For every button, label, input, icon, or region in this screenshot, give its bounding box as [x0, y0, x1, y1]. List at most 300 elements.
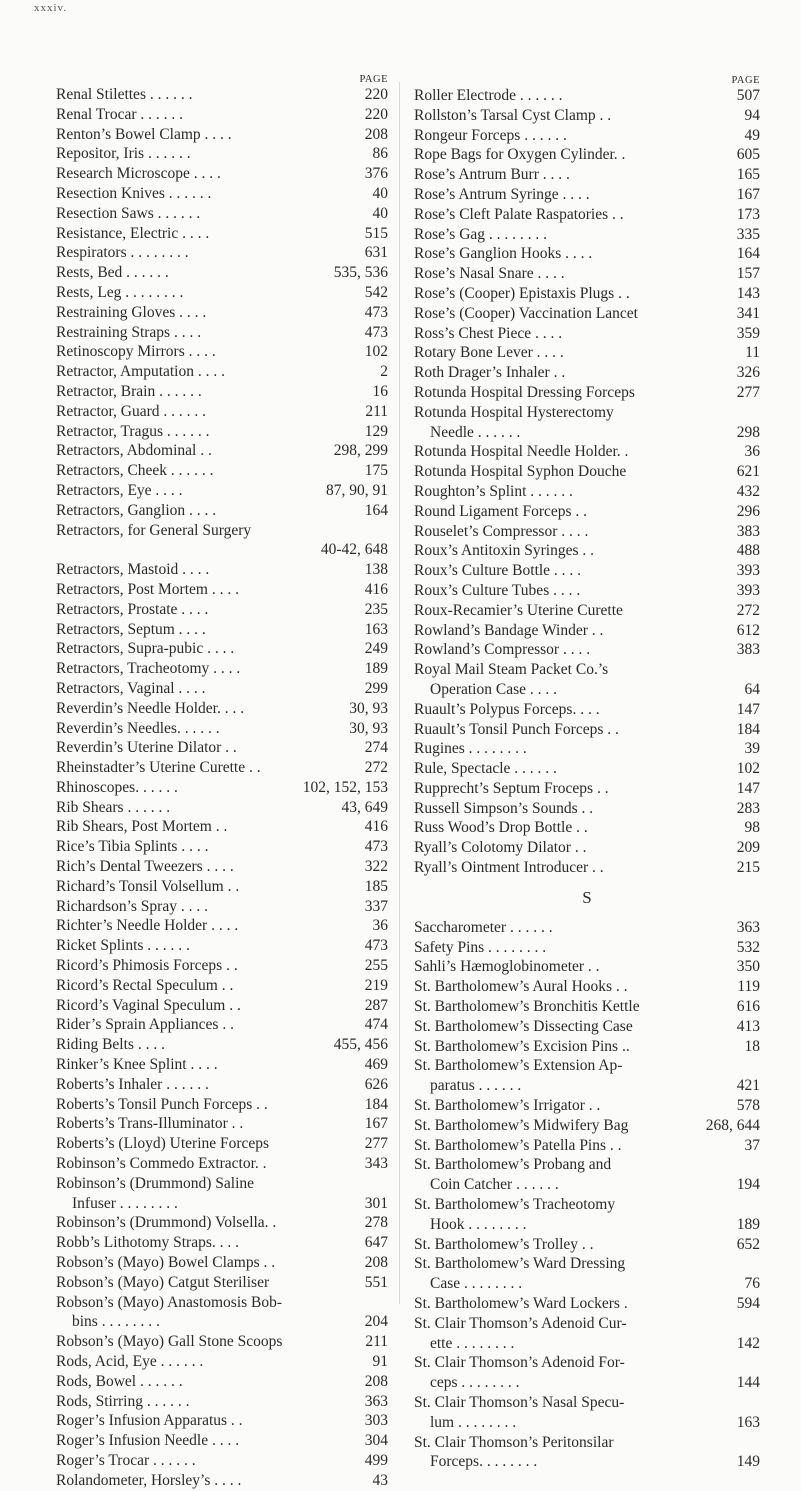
index-entry — [56, 580, 388, 600]
section-letter-heading: S — [582, 887, 592, 907]
entry-name: St. Bartholomew’s Excision Pins .. — [414, 1037, 630, 1055]
index-entry — [56, 1134, 388, 1154]
entry-name: Retractors, Vaginal . . . . — [56, 679, 206, 697]
entry-name: Reverdin’s Uterine Dilator . . — [56, 739, 237, 757]
index-entry — [414, 1096, 760, 1116]
index-entry — [414, 86, 760, 106]
entry-name: Renal Stilettes . . . . . . — [56, 86, 193, 103]
index-entry — [56, 1035, 388, 1055]
index-entry — [414, 918, 760, 938]
index-entry — [414, 1393, 760, 1413]
entry-page-numbers: 277 — [364, 1135, 388, 1153]
index-entry — [56, 422, 388, 442]
entry-name: Rule, Spectacle . . . . . . — [414, 760, 557, 778]
entry-name: Rope Bags for Oxygen Cylinder. . — [414, 146, 626, 164]
entry-page-numbers: 335 — [736, 225, 760, 243]
entry-name: Coin Catcher . . . . . . — [430, 1176, 559, 1194]
entry-page-numbers: 40 — [372, 184, 388, 202]
entry-name: Renal Trocar . . . . . . — [56, 105, 184, 123]
entry-name: Rowland’s Bandage Winder . . — [414, 621, 604, 639]
entry-page-numbers: 298, 299 — [333, 442, 388, 460]
index-entry — [56, 996, 388, 1016]
index-entry — [414, 799, 760, 819]
index-entry — [414, 185, 760, 205]
entry-name: Retractors, Eye . . . . — [56, 481, 183, 499]
entry-name: Rotunda Hospital Dressing Forceps — [414, 383, 635, 401]
entry-name: Roger’s Trocar . . . . . . — [56, 1451, 196, 1469]
entry-page-numbers: 535, 536 — [333, 264, 388, 282]
entry-name: Roux-Recamier’s Uterine Curette — [414, 601, 623, 619]
index-entry — [414, 601, 760, 621]
index-entry — [414, 660, 760, 680]
entry-page-numbers: 163 — [364, 620, 388, 638]
entry-name: St. Clair Thomson’s Peritonsilar — [414, 1433, 614, 1451]
entry-page-numbers: 147 — [736, 779, 760, 797]
entry-page-numbers: 296 — [736, 502, 760, 520]
entry-name: Rolandometer, Horsley’s . . . . — [56, 1471, 242, 1489]
entry-name: Operation Case . . . . — [430, 680, 557, 698]
index-entry — [56, 719, 388, 739]
entry-page-numbers: 416 — [364, 818, 388, 836]
index-entry — [414, 1373, 760, 1393]
entry-name: Richard’s Tonsil Volsellum . . — [56, 877, 240, 895]
entry-page-numbers: 413 — [736, 1017, 760, 1035]
entry-page-numbers: 499 — [364, 1451, 388, 1469]
index-entry — [414, 1353, 760, 1373]
index-entry — [56, 125, 388, 145]
entry-page-numbers: 343 — [364, 1155, 388, 1173]
index-entry — [56, 1075, 388, 1095]
entry-name: St. Bartholomew’s Dissecting Case — [414, 1017, 633, 1035]
index-entry — [414, 343, 760, 363]
entry-name: Rongeur Forceps . . . . . . — [414, 126, 567, 144]
entry-page-numbers: 173 — [736, 205, 760, 223]
entry-page-numbers: 16 — [372, 382, 388, 400]
entry-name: Rotary Bone Lever . . . . — [414, 344, 564, 362]
index-entry — [56, 362, 388, 382]
entry-name: Ryall’s Colotomy Dilator . . — [414, 839, 587, 857]
index-entry — [56, 1213, 388, 1233]
index-entry — [414, 739, 760, 759]
page-number: xxxiv. — [34, 2, 68, 14]
index-entry — [414, 106, 760, 126]
entry-name: Roberts’s Trans-Illuminator . . — [56, 1115, 244, 1133]
index-entry — [56, 1332, 388, 1352]
entry-page-numbers: 36 — [372, 917, 388, 935]
entry-name: Rose’s Gag . . . . . . . . — [414, 225, 548, 243]
entry-name: Robinson’s (Drummond) Volsella. . — [56, 1214, 277, 1232]
entry-page-numbers: 164 — [736, 245, 760, 263]
entry-name: Rests, Bed . . . . . . — [56, 264, 169, 282]
index-entry — [56, 620, 388, 640]
index-entry — [414, 363, 760, 383]
entry-name: Retractors, Ganglion . . . . — [56, 501, 217, 519]
entry-page-numbers: 277 — [736, 383, 760, 401]
entry-page-numbers: 393 — [736, 581, 760, 599]
entry-page-numbers: 298 — [736, 423, 760, 441]
entry-name: Roller Electrode . . . . . . — [414, 87, 563, 104]
entry-name: Retractor, Guard . . . . . . — [56, 402, 207, 420]
entry-name: Robinson’s (Drummond) Saline — [56, 1174, 255, 1192]
entry-page-numbers: 209 — [736, 839, 760, 857]
entry-page-numbers: 474 — [364, 1016, 388, 1034]
entry-page-numbers: 144 — [736, 1374, 760, 1392]
entry-page-numbers: 616 — [736, 998, 760, 1016]
index-entry — [414, 284, 760, 304]
entry-page-numbers: 301 — [364, 1194, 388, 1212]
entry-name: Rods, Bowel . . . . . . — [56, 1372, 183, 1390]
entry-name: Rose’s Cleft Palate Raspatories . . — [414, 205, 624, 223]
index-entry — [414, 126, 760, 146]
index-entry — [414, 1254, 760, 1274]
entry-name: Robinson’s Commedo Extractor. . — [56, 1155, 267, 1173]
right-entry-list — [414, 86, 760, 1472]
index-entry — [56, 600, 388, 620]
entry-name: Rotunda Hospital Hysterectomy — [414, 403, 614, 421]
index-entry — [56, 461, 388, 481]
entry-name: Robson’s (Mayo) Anastomosis Bob- — [56, 1293, 283, 1311]
entry-page-numbers: 98 — [744, 819, 760, 837]
index-entry — [56, 263, 388, 283]
index-entry — [414, 541, 760, 561]
entry-name: Robson’s (Mayo) Catgut Steriliser — [56, 1273, 270, 1291]
entry-name: Case . . . . . . . . — [430, 1275, 523, 1293]
index-entry — [414, 304, 760, 324]
index-entry — [56, 758, 388, 778]
entry-page-numbers: 184 — [736, 720, 760, 738]
index-entry — [56, 936, 388, 956]
index-entry — [414, 442, 760, 462]
entry-page-numbers: 102, 152, 153 — [302, 778, 388, 796]
entry-name: Roux’s Culture Tubes . . . . — [414, 581, 581, 599]
entry-name: Retractor, Amputation . . . . — [56, 363, 225, 381]
index-entry — [414, 1215, 760, 1235]
entry-name: Roux’s Culture Bottle . . . . — [414, 562, 582, 580]
entry-page-numbers: 337 — [364, 897, 388, 915]
index-entry — [414, 165, 760, 185]
index-entry — [56, 382, 388, 402]
index-entry — [56, 1293, 388, 1313]
entry-name: St. Bartholomew’s Ward Lockers . — [414, 1295, 628, 1313]
entry-page-numbers: 473 — [364, 303, 388, 321]
entry-name: Rose’s (Cooper) Epistaxis Plugs . . — [414, 284, 630, 302]
index-entry — [56, 659, 388, 679]
entry-page-numbers: 194 — [736, 1176, 760, 1194]
index-entry — [56, 105, 388, 125]
entry-page-numbers: 204 — [364, 1313, 388, 1331]
entry-page-numbers: 612 — [736, 621, 760, 639]
index-entry — [56, 897, 388, 917]
index-entry — [56, 798, 388, 818]
entry-page-numbers: 359 — [736, 324, 760, 342]
entry-name: Infuser . . . . . . . . — [72, 1194, 178, 1212]
entry-page-numbers: 631 — [364, 244, 388, 262]
entry-name: St. Bartholomew’s Extension Ap- — [414, 1057, 623, 1075]
entry-name: Rouselet’s Compressor . . . . — [414, 522, 589, 540]
index-entry — [414, 244, 760, 264]
index-entry — [56, 1055, 388, 1075]
entry-name: Rugines . . . . . . . . — [414, 740, 527, 758]
entry-page-numbers: 326 — [736, 364, 760, 382]
index-entry — [414, 1433, 760, 1453]
entry-name: Rider’s Sprain Appliances . . — [56, 1016, 234, 1034]
entry-page-numbers: 40-42, 648 — [320, 541, 388, 559]
entry-name: St. Bartholomew’s Midwifery Bag — [414, 1116, 629, 1134]
index-entry — [414, 482, 760, 502]
entry-name: Rose’s Ganglion Hooks . . . . — [414, 245, 593, 263]
entry-page-numbers: 211 — [365, 1333, 388, 1351]
index-entry — [414, 1235, 760, 1255]
entry-name: Needle . . . . . . — [430, 423, 521, 441]
index-entry — [414, 818, 760, 838]
entry-page-numbers: 376 — [364, 165, 388, 183]
entry-name: Retractors, Mastoid . . . . — [56, 561, 210, 579]
entry-page-numbers: 208 — [364, 1254, 388, 1272]
entry-name: St. Bartholomew’s Tracheotomy — [414, 1196, 616, 1214]
index-entry — [56, 540, 388, 560]
entry-name: Robson’s (Mayo) Bowel Clamps . . — [56, 1254, 276, 1272]
index-entry — [414, 1155, 760, 1175]
index-entry — [414, 264, 760, 284]
entry-page-numbers: 594 — [736, 1295, 760, 1313]
entry-name: Renton’s Bowel Clamp . . . . — [56, 125, 232, 143]
entry-page-numbers: 235 — [364, 600, 388, 618]
entry-page-numbers: 30, 93 — [349, 719, 388, 737]
entry-name: Russell Simpson’s Sounds . . — [414, 799, 594, 817]
index-entry — [56, 1233, 388, 1253]
entry-page-numbers: 220 — [364, 105, 388, 123]
entry-page-numbers: 129 — [364, 422, 388, 440]
index-entry — [56, 817, 388, 837]
entry-name: lum . . . . . . . . — [430, 1413, 517, 1431]
entry-name: Roughton’s Splint . . . . . . — [414, 482, 573, 500]
entry-name: Rods, Stirring . . . . . . — [56, 1392, 190, 1410]
entry-name: Retractors, for General Surgery — [56, 521, 252, 539]
entry-page-numbers: 626 — [364, 1075, 388, 1093]
entry-name: Robson’s (Mayo) Gall Stone Scoops — [56, 1333, 283, 1351]
index-entry — [414, 1056, 760, 1076]
index-entry — [56, 1471, 388, 1491]
entry-name: St. Bartholomew’s Bronchitis Kettle — [414, 998, 640, 1016]
entry-page-numbers: 363 — [736, 918, 760, 936]
index-entry — [414, 997, 760, 1017]
index-entry — [56, 481, 388, 501]
entry-page-numbers: 393 — [736, 562, 760, 580]
index-entry — [414, 1175, 760, 1195]
entry-page-numbers: 473 — [364, 838, 388, 856]
entry-name: Rib Shears, Post Mortem . . — [56, 818, 228, 836]
entry-page-numbers: 272 — [736, 601, 760, 619]
entry-name: Roger’s Infusion Apparatus . . — [56, 1412, 243, 1430]
entry-page-numbers: 64 — [744, 680, 760, 698]
index-entry — [56, 402, 388, 422]
entry-name: Rinker’s Knee Splint . . . . — [56, 1056, 218, 1074]
entry-name: ette . . . . . . . . — [430, 1334, 515, 1352]
entry-page-numbers: 274 — [364, 739, 388, 757]
index-entry — [56, 679, 388, 699]
index-entry — [56, 639, 388, 659]
entry-name: Round Ligament Forceps . . — [414, 502, 588, 520]
entry-name: St. Clair Thomson’s Nasal Specu- — [414, 1394, 625, 1411]
entry-name: Ricord’s Phimosis Forceps . . — [56, 957, 238, 975]
index-entry — [414, 1413, 760, 1433]
right-index-column — [414, 62, 760, 1472]
entry-name: Rhinoscopes. . . . . . — [56, 778, 178, 796]
entry-name: Robb’s Lithotomy Straps. . . . — [56, 1234, 239, 1252]
entry-name: Rich’s Dental Tweezers . . . . — [56, 858, 234, 876]
index-entry — [414, 1037, 760, 1057]
entry-page-numbers: 119 — [737, 978, 760, 996]
entry-name: Ryall’s Ointment Introducer . . — [414, 859, 604, 877]
index-entry — [414, 957, 760, 977]
entry-name: Ricord’s Vaginal Speculum . . — [56, 996, 241, 1014]
entry-page-numbers: 49 — [744, 126, 760, 144]
index-entry — [56, 1273, 388, 1293]
index-entry — [414, 700, 760, 720]
index-entry — [414, 1116, 760, 1136]
entry-name: St. Bartholomew’s Ward Dressing — [414, 1255, 626, 1273]
index-entry — [414, 838, 760, 858]
entry-name: Retractors, Post Mortem . . . . — [56, 580, 239, 598]
entry-page-numbers: 189 — [736, 1215, 760, 1233]
entry-name: Rupprecht’s Septum Froceps . . — [414, 779, 609, 797]
entry-name: Rose’s (Cooper) Vaccination Lancet — [414, 304, 638, 322]
entry-page-numbers: 175 — [364, 462, 388, 480]
entry-name: Rods, Acid, Eye . . . . . . — [56, 1353, 204, 1370]
entry-name: Rose’s Antrum Syringe . . . . — [414, 185, 590, 203]
entry-name: Rose’s Nasal Snare . . . . — [414, 265, 565, 283]
entry-name: Retractors, Abdominal . . — [56, 442, 212, 460]
entry-page-numbers: 208 — [364, 125, 388, 143]
entry-page-numbers: 551 — [364, 1273, 388, 1291]
index-entry — [414, 977, 760, 997]
entry-page-numbers: 142 — [736, 1334, 760, 1352]
entry-name: Rollston’s Tarsal Cyst Clamp . . — [414, 106, 612, 124]
entry-name: Rotunda Hospital Needle Holder. . — [414, 443, 629, 461]
index-entry — [414, 522, 760, 542]
entry-page-numbers: 220 — [364, 86, 388, 103]
entry-name: Richardson’s Spray . . . . — [56, 897, 208, 915]
entry-page-numbers: 432 — [736, 482, 760, 500]
entry-name: Rowland’s Compressor . . . . — [414, 641, 591, 659]
entry-page-numbers: 299 — [364, 679, 388, 697]
index-entry — [56, 342, 388, 362]
index-entry — [414, 1452, 760, 1472]
entry-page-numbers: 304 — [364, 1432, 388, 1450]
entry-page-numbers: 149 — [736, 1453, 760, 1471]
entry-name: Retinoscopy Mirrors . . . . — [56, 343, 216, 361]
entry-page-numbers: 167 — [364, 1115, 388, 1133]
entry-page-numbers: 165 — [736, 166, 760, 184]
index-entry — [414, 403, 760, 423]
index-entry — [414, 1314, 760, 1334]
entry-page-numbers: 91 — [372, 1353, 388, 1370]
index-entry — [56, 1372, 388, 1392]
index-entry — [414, 779, 760, 799]
index-entry — [414, 1294, 760, 1314]
index-entry — [56, 1312, 388, 1332]
entry-name: Reverdin’s Needle Holder. . . . — [56, 699, 245, 717]
entry-name: Rheinstadter’s Uterine Curette . . — [56, 759, 261, 777]
index-entry — [414, 225, 760, 245]
entry-page-numbers: 578 — [736, 1097, 760, 1115]
index-entry — [56, 323, 388, 343]
index-entry — [414, 858, 760, 878]
entry-page-numbers: 18 — [744, 1037, 760, 1055]
entry-page-numbers: 167 — [736, 185, 760, 203]
index-entry — [414, 205, 760, 225]
index-entry — [56, 243, 388, 263]
entry-page-numbers: 157 — [736, 265, 760, 283]
entry-page-numbers: 208 — [364, 1372, 388, 1390]
entry-name: Safety Pins . . . . . . . . — [414, 938, 547, 956]
entry-name: Roux’s Antitoxin Syringes . . — [414, 542, 594, 560]
index-entry — [414, 581, 760, 601]
index-entry — [414, 759, 760, 779]
index-entry — [56, 1431, 388, 1451]
index-entry — [56, 916, 388, 936]
index-entry — [56, 283, 388, 303]
entry-name: bins . . . . . . . . — [72, 1313, 160, 1331]
entry-page-numbers: 87, 90, 91 — [326, 481, 388, 499]
index-entry — [56, 837, 388, 857]
index-entry — [414, 561, 760, 581]
entry-page-numbers: 94 — [744, 106, 760, 124]
entry-name: Research Microscope . . . . — [56, 165, 221, 183]
index-entry — [56, 303, 388, 323]
entry-name: Rotunda Hospital Syphon Douche — [414, 463, 627, 481]
index-entry — [56, 1015, 388, 1035]
left-index-column — [56, 62, 388, 1491]
entry-name: Retractors, Septum . . . . — [56, 620, 206, 638]
index-entry — [56, 1095, 388, 1115]
index-entry — [56, 521, 388, 541]
entry-name: Retractors, Prostate . . . . — [56, 600, 209, 618]
entry-page-numbers: 39 — [744, 740, 760, 758]
page-column-header: PAGE — [731, 75, 760, 86]
entry-page-numbers: 283 — [736, 799, 760, 817]
index-entry — [56, 184, 388, 204]
index-entry — [56, 956, 388, 976]
index-entry — [56, 1194, 388, 1214]
index-entry — [56, 1392, 388, 1412]
entry-page-numbers: 255 — [364, 957, 388, 975]
index-entry — [414, 640, 760, 660]
entry-page-numbers: 469 — [364, 1056, 388, 1074]
entry-page-numbers: 652 — [736, 1235, 760, 1253]
entry-page-numbers: 163 — [736, 1413, 760, 1431]
entry-page-numbers: 455, 456 — [333, 1036, 388, 1054]
entry-name: paratus . . . . . . — [430, 1077, 522, 1095]
entry-name: Resection Saws . . . . . . — [56, 204, 201, 222]
index-entry — [56, 224, 388, 244]
index-entry — [414, 938, 760, 958]
entry-name: Rib Shears . . . . . . — [56, 798, 171, 816]
index-entry — [56, 501, 388, 521]
entry-page-numbers: 36 — [744, 443, 760, 461]
entry-page-numbers: 287 — [364, 996, 388, 1014]
index-entry — [414, 423, 760, 443]
index-entry — [56, 857, 388, 877]
entry-page-numbers: 76 — [744, 1275, 760, 1293]
index-entry — [56, 1451, 388, 1471]
entry-page-numbers: 473 — [364, 323, 388, 341]
index-entry — [414, 462, 760, 482]
index-entry — [56, 738, 388, 758]
entry-page-numbers: 605 — [736, 146, 760, 164]
entry-name: Resection Knives . . . . . . — [56, 184, 212, 202]
entry-page-numbers: 147 — [736, 700, 760, 718]
